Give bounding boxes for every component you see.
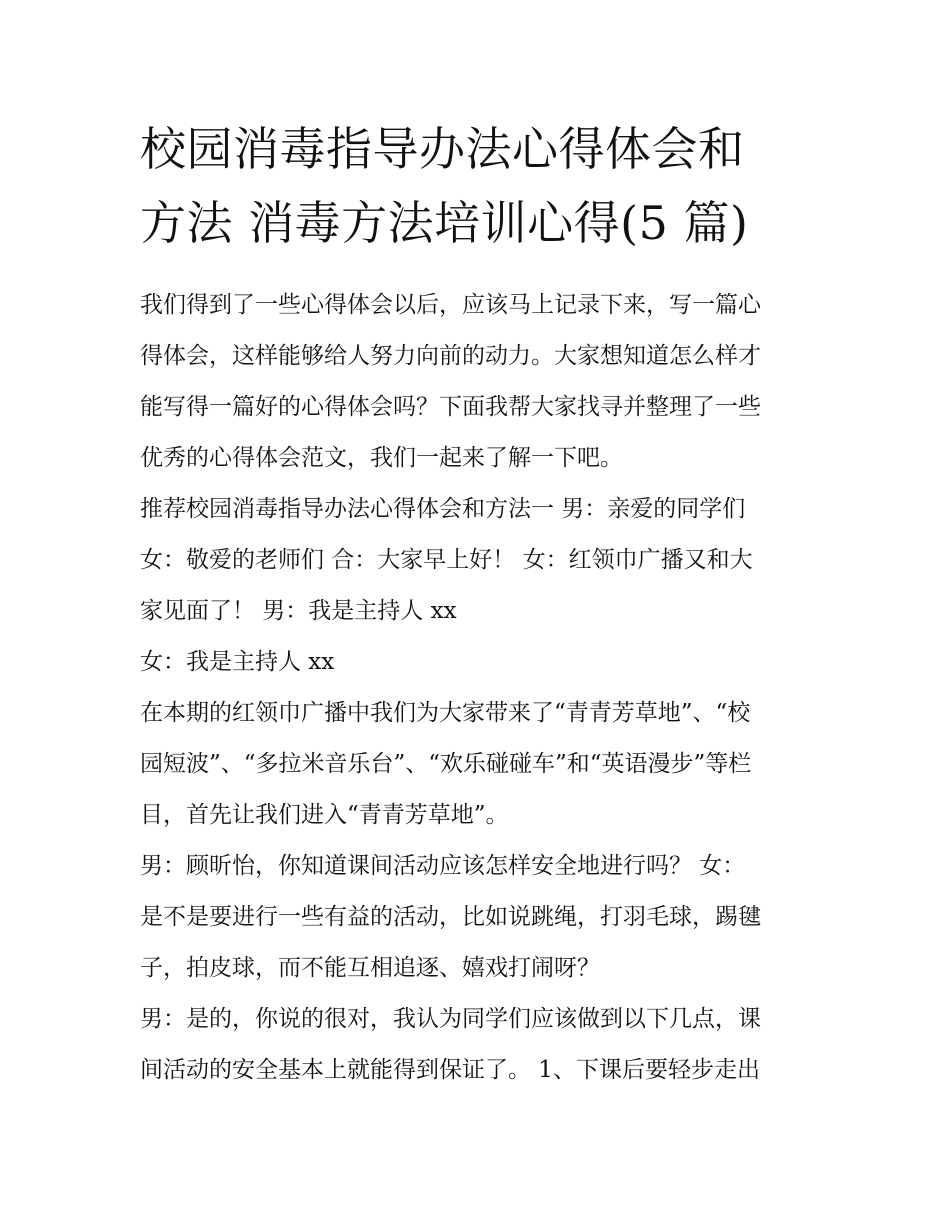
body-line: 在本期的红领巾广播中我们为大家带来了“青青芳草地”、“校 [140, 700, 751, 726]
body-line: 男：顾昕怡，你知道课间活动应该怎样安全地进行吗？ 女： [140, 853, 746, 879]
body-line: 优秀的心得体会范文，我们一起来了解一下吧。 [140, 445, 623, 471]
body-line: 子，拍皮球，而不能互相追逐、嬉戏打闹呀？ [140, 955, 600, 981]
body-line: 是不是要进行一些有益的活动，比如说跳绳，打羽毛球，踢毽 [140, 904, 761, 930]
body-line: 能写得一篇好的心得体会吗？下面我帮大家找寻并整理了一些 [140, 394, 761, 420]
body-line: 园短波”、“多拉米音乐台”、“欢乐碰碰车”和“英语漫步”等栏 [140, 751, 752, 777]
title-line: 方法 消毒方法培训心得(5 篇) [140, 196, 749, 250]
body-line: 得体会，这样能够给人努力向前的动力。大家想知道怎么样才 [140, 343, 761, 369]
body-line: 我们得到了一些心得体会以后，应该马上记录下来，写一篇心 [140, 292, 761, 318]
body-line: 目，首先让我们进入“青青芳草地”。 [140, 802, 509, 828]
body-line: 女：我是主持人 xx [140, 649, 335, 675]
document-title [140, 112, 820, 260]
body-line: 女：敬爱的老师们 合：大家早上好！ 女：红领巾广播又和大 [140, 547, 753, 573]
document-body [140, 280, 820, 1096]
body-line: 家见面了！ 男：我是主持人 xx [140, 598, 457, 624]
body-line: 间活动的安全基本上就能得到保证了。 1、下课后要轻步走出 [140, 1057, 760, 1083]
title-line: 校园消毒指导办法心得体会和 [140, 122, 745, 176]
body-line: 男：是的，你说的很对，我认为同学们应该做到以下几点，课 [140, 1006, 761, 1032]
body-line: 推荐校园消毒指导办法心得体会和方法一 男：亲爱的同学们 [140, 496, 746, 522]
